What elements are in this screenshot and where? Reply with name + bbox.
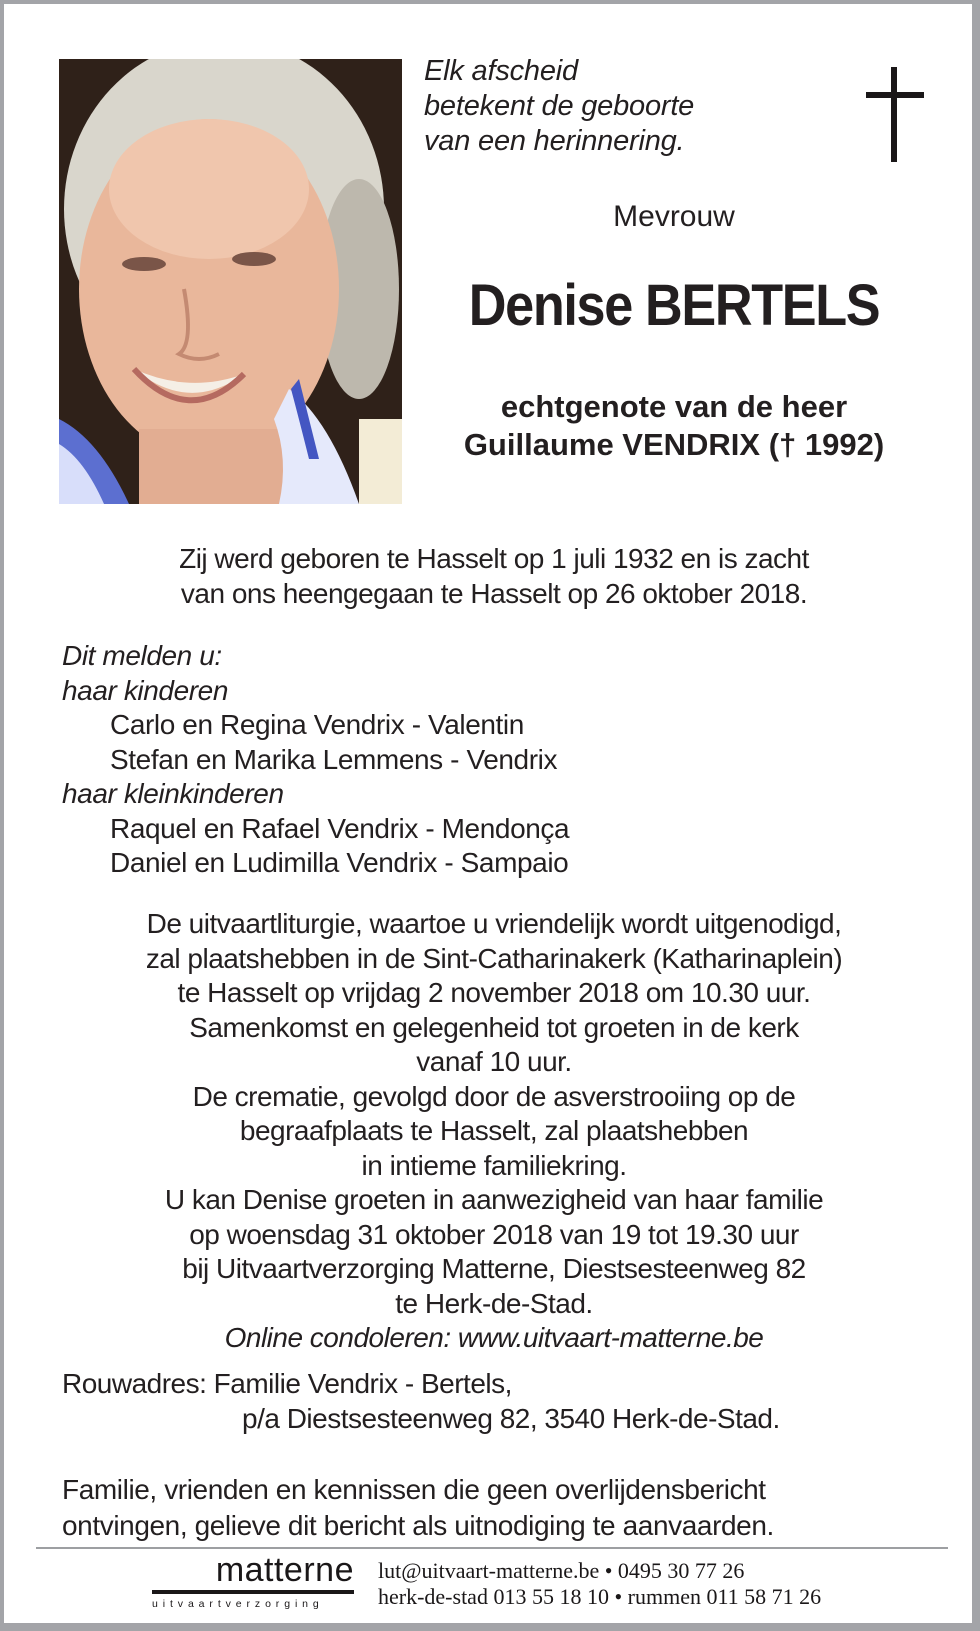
invitation-notice [62,1472,774,1544]
spouse-info [414,388,934,464]
notice-line: Familie, vrienden en kennissen die geen overlijdensbericht [62,1474,766,1505]
family-member: Carlo en Regina Vendrix - Valentin [110,709,524,740]
ceremony-line: bij Uitvaartverzorging Matterne, Diestsesteenweg 82 [182,1253,806,1284]
family-member: Raquel en Rafael Vendrix - Mendonça [110,812,570,844]
logo-tagline: uitvaartverzorging [152,1598,324,1610]
announcers-intro: Dit melden u: [62,640,222,671]
ceremony-line: in intieme familiekring. [361,1149,627,1181]
logo-wordmark: matterne [215,1551,354,1589]
notice-line: ontvingen, gelieve dit bericht als uitnodiging te aanvaarden. [62,1510,774,1541]
address-line: Rouwadres: Familie Vendrix - Bertels, [62,1368,512,1399]
portrait-image [59,59,402,504]
quote-line: Elk afscheid [424,55,578,87]
birth-line: Zij werd geboren te Hasselt op 1 juli 1932 en is zacht [179,543,809,574]
ceremony-line: begraafplaats te Hasselt, zal plaatshebben [239,1115,749,1146]
announcers-list [62,639,569,881]
latin-cross-icon [866,62,924,162]
online-condolence-link[interactable]: Online condoleren: www.uitvaart-matterne.be [224,1322,764,1353]
memorial-quote [424,54,694,159]
portrait-photo [59,59,402,504]
logo-underline [152,1590,354,1594]
spouse-line: echtgenote van de heer [500,389,848,424]
funeral-details [64,907,924,1356]
mourning-address [62,1366,780,1436]
matterne-logo [152,1552,354,1610]
quote-line: betekent de geboorte [424,90,695,122]
death-line: van ons heengegaan te Hasselt op 26 oktober 2018. [180,578,808,609]
obituary-page [4,4,972,1623]
group-label-children: haar kinderen [62,674,229,706]
ceremony-line: De crematie, gevolgd door de asverstrooiing op de [192,1080,796,1112]
address-line: p/a Diestsesteenweg 82, 3540 Herk-de-Stad. [242,1403,780,1434]
ceremony-line: De uitvaartliturgie, waartoe u vriendelijk wordt uitgenodigd, [146,908,842,939]
ceremony-line: vanaf 10 uur. [416,1046,572,1077]
family-member: Daniel en Ludimilla Vendrix - Sampaio [110,847,569,878]
group-label-grandchildren: haar kleinkinderen [62,778,284,809]
ceremony-line: op woensdag 31 oktober 2018 van 19 tot 19.30 uur [189,1218,799,1250]
family-member: Stefan en Marika Lemmens - Vendrix [110,743,558,775]
contact-email-phone[interactable]: lut@uitvaart-matterne.be • 0495 30 77 26 [378,1558,745,1583]
contact-branch-phones[interactable]: herk-de-stad 013 55 18 10 • rummen 011 58 71 26 [378,1584,822,1609]
quote-line: van een herinnering. [424,125,685,157]
ceremony-line: te Hasselt op vrijdag 2 november 2018 om 10.30 uur. [177,977,811,1008]
ceremony-line: U kan Denise groeten in aanwezigheid van haar familie [164,1184,824,1215]
ceremony-line: zal plaatshebben in de Sint-Catharinakerk (Katharinaplein) [145,942,843,974]
funeral-home-contact [378,1558,821,1610]
cross-vertical-bar [891,67,897,162]
ceremony-line: te Herk-de-Stad. [395,1287,593,1319]
deceased-name: Denise BERTELS [468,273,880,338]
footer-divider [36,1547,948,1549]
cross-horizontal-bar [866,92,924,98]
honorific-title: Mevrouw [613,200,735,233]
spouse-name: Guillaume VENDRIX († 1992) [463,427,885,462]
ceremony-line: Samenkomst en gelegenheid tot groeten in de kerk [189,1011,799,1043]
birth-death-info [64,541,924,611]
